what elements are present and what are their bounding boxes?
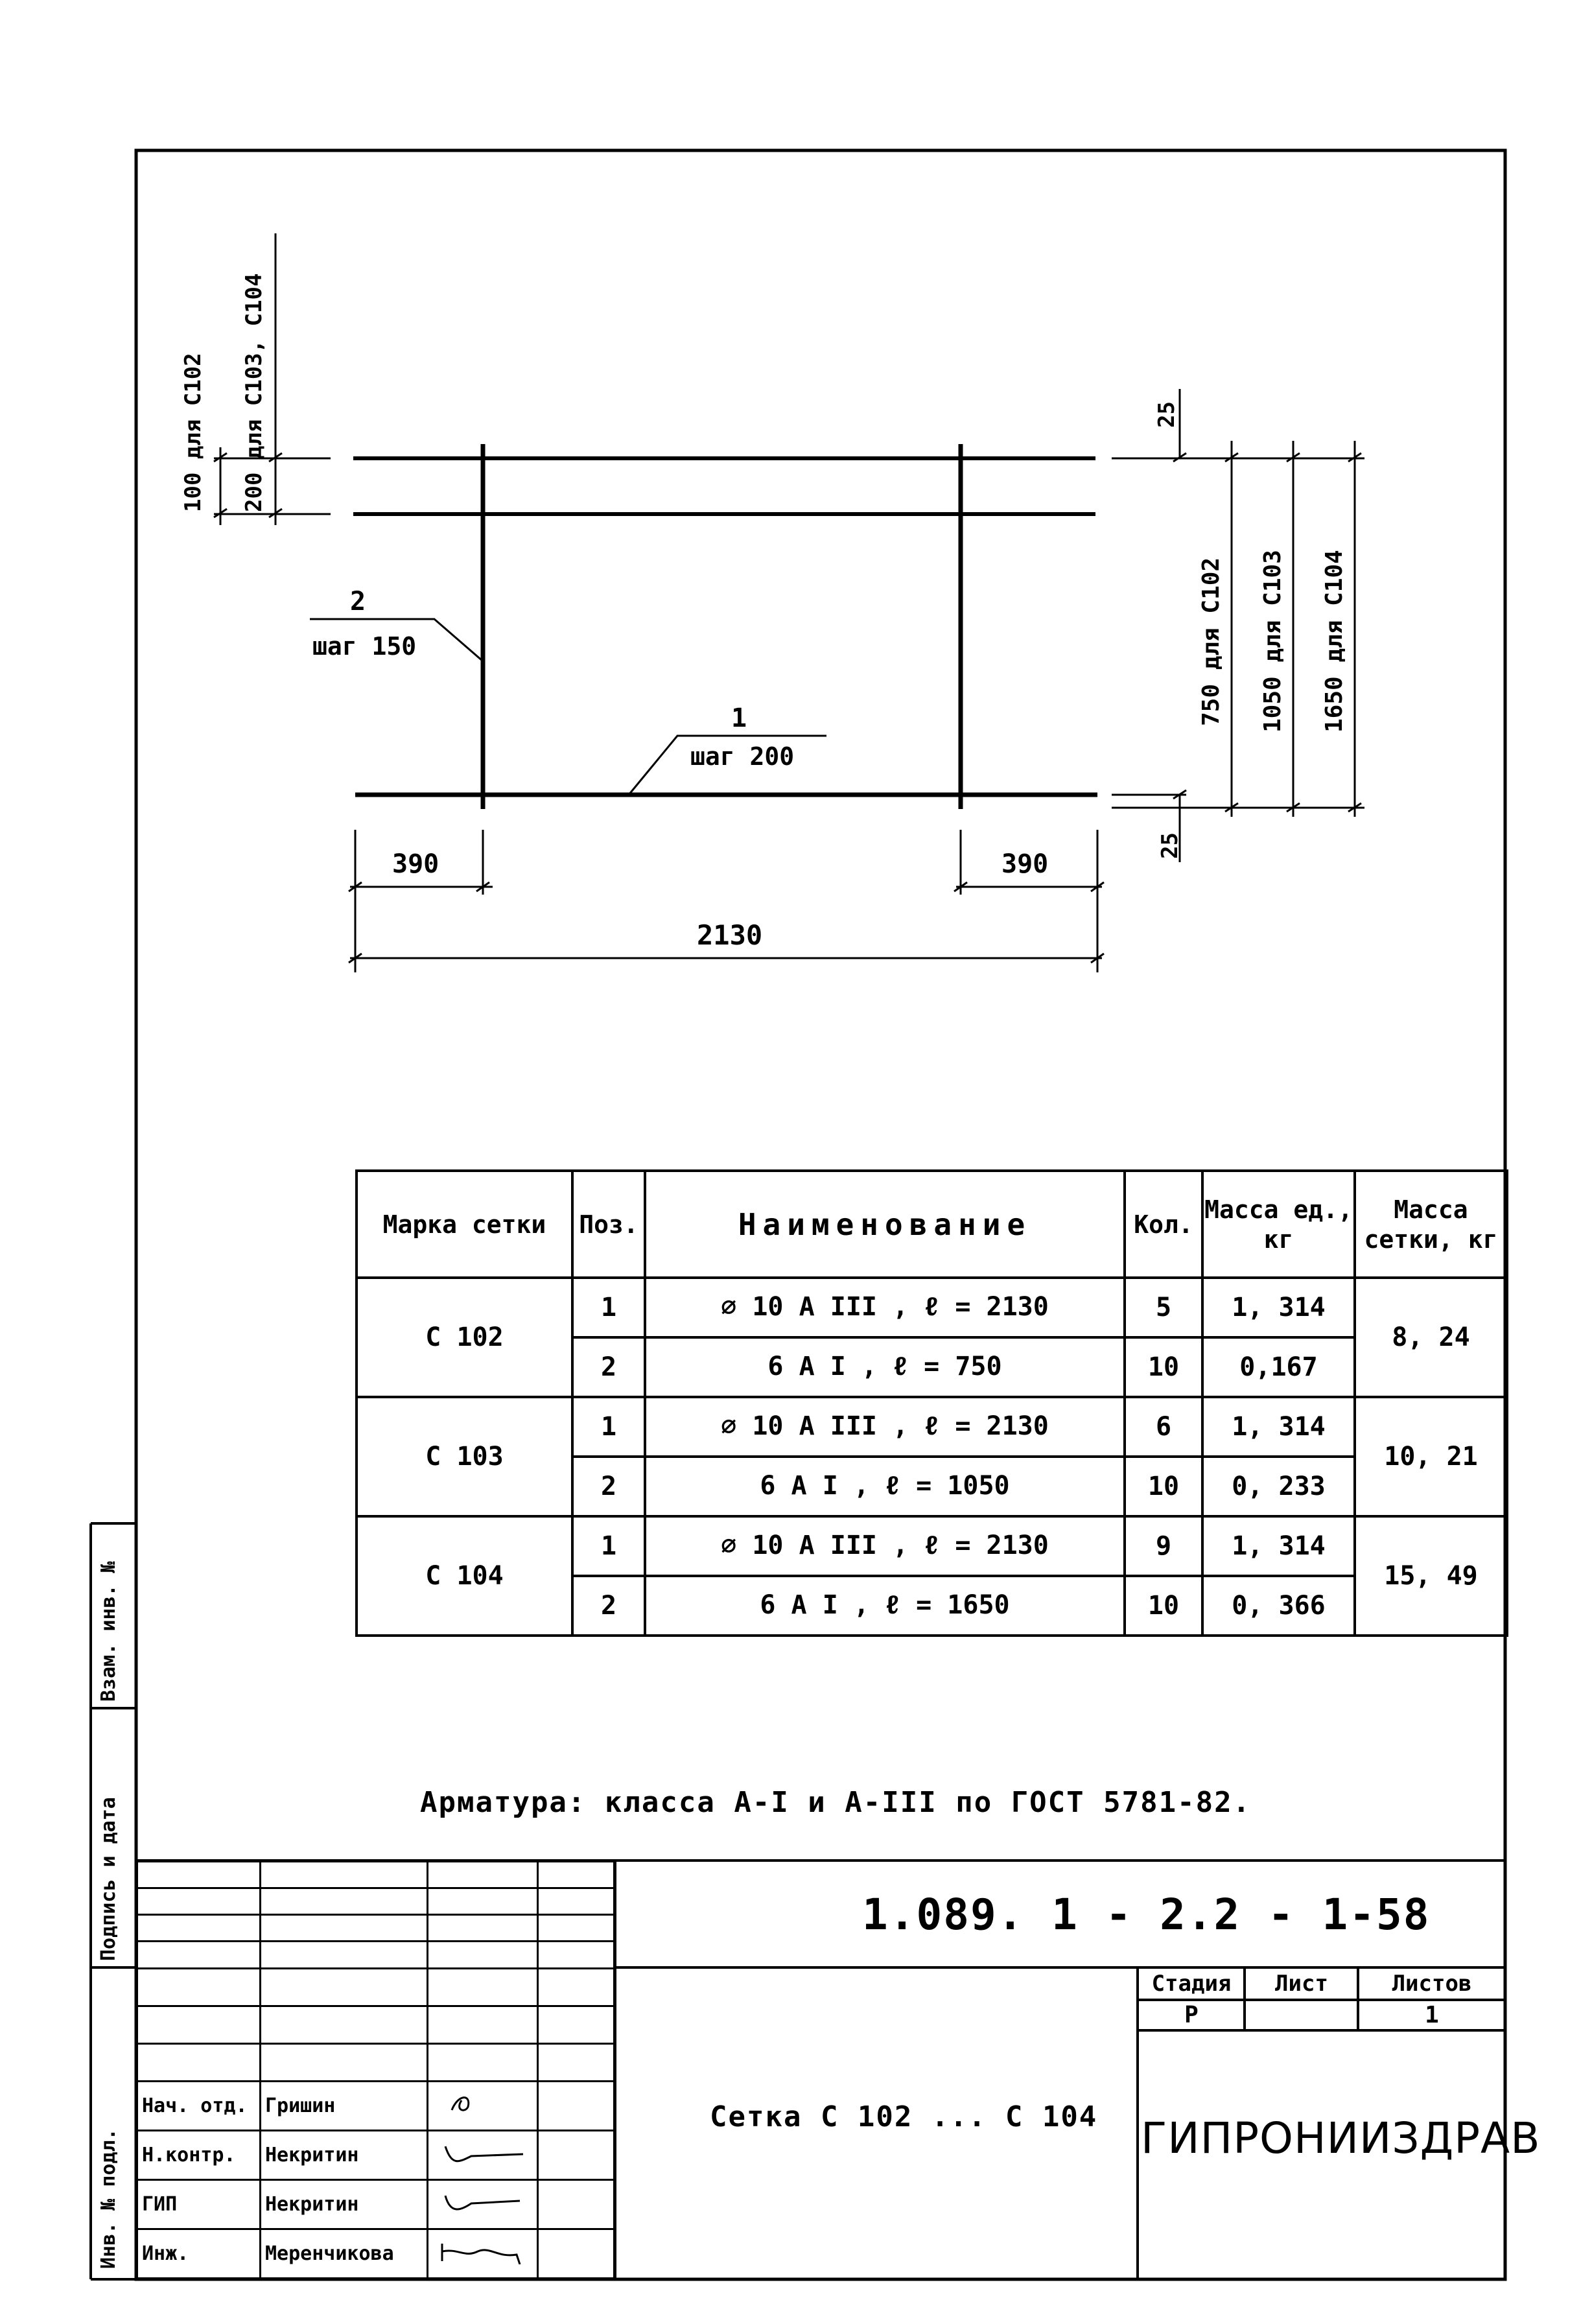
spec-header-row [357, 1171, 1507, 1278]
staff-row [137, 2082, 616, 2131]
top-left-dimensions [214, 233, 331, 525]
unit-mass-cell: 1, 314 [1202, 1397, 1355, 1457]
callout-pos1-number: 1 [731, 703, 747, 733]
dim-100-label: 100 для С102 [180, 353, 206, 512]
qty-cell: 10 [1125, 1457, 1202, 1516]
staff-role: Инж. [137, 2229, 261, 2279]
name-cell: 6 А I , ℓ = 750 [645, 1337, 1125, 1397]
dim-1650-label: 1650 для С104 [1321, 550, 1348, 733]
unit-mass-cell: 0, 366 [1202, 1576, 1355, 1636]
staff-role: Н.контр. [137, 2131, 261, 2180]
document-code: 1.089. 1 - 2.2 - 1-58 [862, 1890, 1431, 1940]
drawing-title: Сетка С 102 ... С 104 [710, 2100, 1098, 2133]
staff-name: Меренчикова [261, 2229, 428, 2279]
unit-mass-cell: 1, 314 [1202, 1278, 1355, 1337]
mark-cell: С 104 [357, 1516, 572, 1636]
dim-750-label: 750 для С102 [1198, 557, 1224, 726]
side-stamp-sign-date: Подпись и дата [97, 1797, 120, 1961]
signature [428, 2082, 538, 2131]
mark-cell: С 102 [357, 1278, 572, 1397]
dim-1050-label: 1050 для С103 [1259, 550, 1286, 733]
sheets-value: 1 [1425, 2002, 1439, 2028]
header-mark: Марка сетки [357, 1171, 572, 1278]
callout-pos2-step: шаг 150 [312, 632, 417, 661]
sheets-label: Листов [1392, 1971, 1472, 1997]
mesh-mass-cell: 15, 49 [1355, 1516, 1507, 1636]
pos-cell: 2 [572, 1576, 645, 1636]
dim-200-label: 200 для С103, С104 [241, 273, 267, 512]
dim-25-bottom-label: 25 [1157, 832, 1183, 859]
qty-cell: 5 [1125, 1278, 1202, 1337]
name-cell: ⌀ 10 А III , ℓ = 2130 [645, 1397, 1125, 1457]
bottom-dimensions [349, 830, 1104, 972]
stage-label: Стадия [1151, 1971, 1232, 1997]
signature [428, 2229, 538, 2279]
mesh-mass-cell: 10, 21 [1355, 1397, 1507, 1516]
unit-mass-cell: 0, 233 [1202, 1457, 1355, 1516]
qty-cell: 10 [1125, 1337, 1202, 1397]
callout-pos1-step: шаг 200 [690, 742, 795, 771]
table-row [357, 1516, 1507, 1576]
qty-cell: 6 [1125, 1397, 1202, 1457]
signature [428, 2131, 538, 2180]
callout-pos2-number: 2 [350, 587, 366, 616]
staff-table [136, 1967, 616, 2279]
revision-grid [136, 1860, 616, 1969]
specification-table [355, 1169, 1508, 1637]
sheet-label: Лист [1275, 1971, 1328, 1997]
staff-name: Некритин [261, 2180, 428, 2229]
staff-name: Гришин [261, 2082, 428, 2131]
staff-row [137, 2180, 616, 2229]
staff-row [137, 2131, 616, 2180]
table-row [357, 1278, 1507, 1337]
header-pos: Поз. [572, 1171, 645, 1278]
mesh-mass-cell: 8, 24 [1355, 1278, 1507, 1397]
pos-cell: 1 [572, 1278, 645, 1337]
organization-name: ГИПРОНИИЗДРАВ [1141, 2113, 1541, 2163]
qty-cell: 9 [1125, 1516, 1202, 1576]
dim-390-right-label: 390 [1001, 849, 1049, 879]
name-cell: 6 А I , ℓ = 1650 [645, 1576, 1125, 1636]
qty-cell: 10 [1125, 1576, 1202, 1636]
staff-role: Нач. отд. [137, 2082, 261, 2131]
staff-name: Некритин [261, 2131, 428, 2180]
header-mesh-mass: Масса сетки, кг [1355, 1171, 1507, 1278]
unit-mass-cell: 0,167 [1202, 1337, 1355, 1397]
table-row [357, 1397, 1507, 1457]
header-qty: Кол. [1125, 1171, 1202, 1278]
side-stamp-inv-orig: Инв. № подл. [97, 2128, 120, 2269]
name-cell: ⌀ 10 А III , ℓ = 2130 [645, 1278, 1125, 1337]
reinforcement-note: Арматура: класса А-I и А-III по ГОСТ 5781-82. [420, 1786, 1252, 1819]
side-stamp-inv-repl: Взам. инв. № [97, 1561, 120, 1702]
name-cell: 6 А I , ℓ = 1050 [645, 1457, 1125, 1516]
staff-role: ГИП [137, 2180, 261, 2229]
mark-cell: С 103 [357, 1397, 572, 1516]
pos-cell: 1 [572, 1516, 645, 1576]
pos-cell: 1 [572, 1397, 645, 1457]
dim-390-left-label: 390 [392, 849, 439, 879]
pos-cell: 2 [572, 1457, 645, 1516]
staff-row [137, 2229, 616, 2279]
signature [428, 2180, 538, 2229]
unit-mass-cell: 1, 314 [1202, 1516, 1355, 1576]
dim-2130-label: 2130 [697, 919, 763, 951]
stage-value: Р [1184, 2002, 1199, 2028]
name-cell: ⌀ 10 А III , ℓ = 2130 [645, 1516, 1125, 1576]
header-name: Наименование [645, 1171, 1125, 1278]
pos-cell: 2 [572, 1337, 645, 1397]
header-unit-mass: Масса ед., кг [1202, 1171, 1355, 1278]
dim-25-top-label: 25 [1154, 401, 1180, 428]
